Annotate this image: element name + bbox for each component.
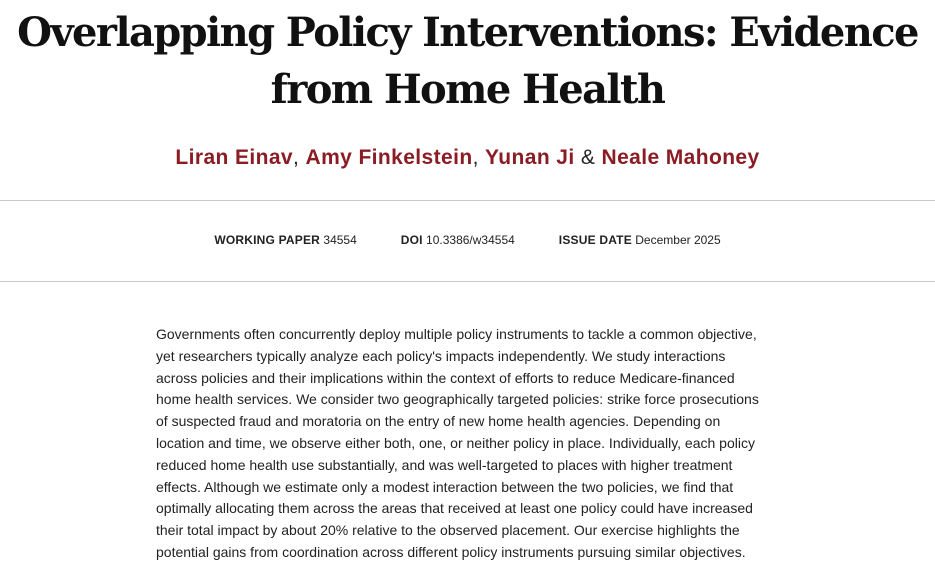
author-link-einav[interactable]: Liran Einav (175, 146, 294, 169)
author-list (0, 144, 935, 172)
author-separator: , (293, 146, 306, 169)
working-paper-number: 34554 (323, 233, 357, 247)
paper-metadata (0, 231, 935, 249)
doi-label: DOI (400, 233, 423, 247)
working-paper-label: WORKING PAPER (214, 233, 321, 247)
issue-date-label: ISSUE DATE (558, 233, 632, 247)
divider-bottom (0, 281, 935, 282)
working-paper-meta (214, 231, 356, 249)
doi-meta (401, 231, 515, 249)
title-line-2: from Home Health (270, 66, 665, 113)
page-title (0, 4, 935, 118)
author-separator: , (472, 146, 486, 169)
author-link-finkelstein[interactable]: Amy Finkelstein (305, 146, 473, 169)
abstract-text: Governments often concurrently deploy multiple policy instruments to tackle a common objective, yet researchers typically analyze each policy's impacts independently. We study interactions across policies and their implications within the context of efforts to reduce Medicare-financed home health services. We consider two geographically targeted policies: strike force prosecutions of suspected fraud and moratoria on the entry of new home health agencies. Depending on location and time, we observe either both, one, or neither policy in place. Individually, each policy reduced home health use substantially, and was well-targeted to places with higher treatment effects. Although we estimate only a modest interaction between the two policies, we find that optimally allocating them across the areas that received at least one policy could have increased their total impact by about 20% relative to the observed placement. Our exercise highlights the potential gains from coordination across different policy instruments pursuing similar objectives. (156, 326, 759, 560)
title-line-1: Overlapping Policy Interventions: Evidence (17, 9, 918, 56)
issue-date-value: December 2025 (635, 233, 721, 247)
author-link-mahoney[interactable]: Neale Mahoney (601, 146, 760, 169)
issue-date-meta (559, 231, 721, 249)
divider-top (0, 200, 935, 201)
author-separator-ampersand: & (574, 146, 602, 169)
doi-value: 10.3386/w34554 (426, 233, 515, 247)
author-link-ji[interactable]: Yunan Ji (485, 146, 575, 169)
